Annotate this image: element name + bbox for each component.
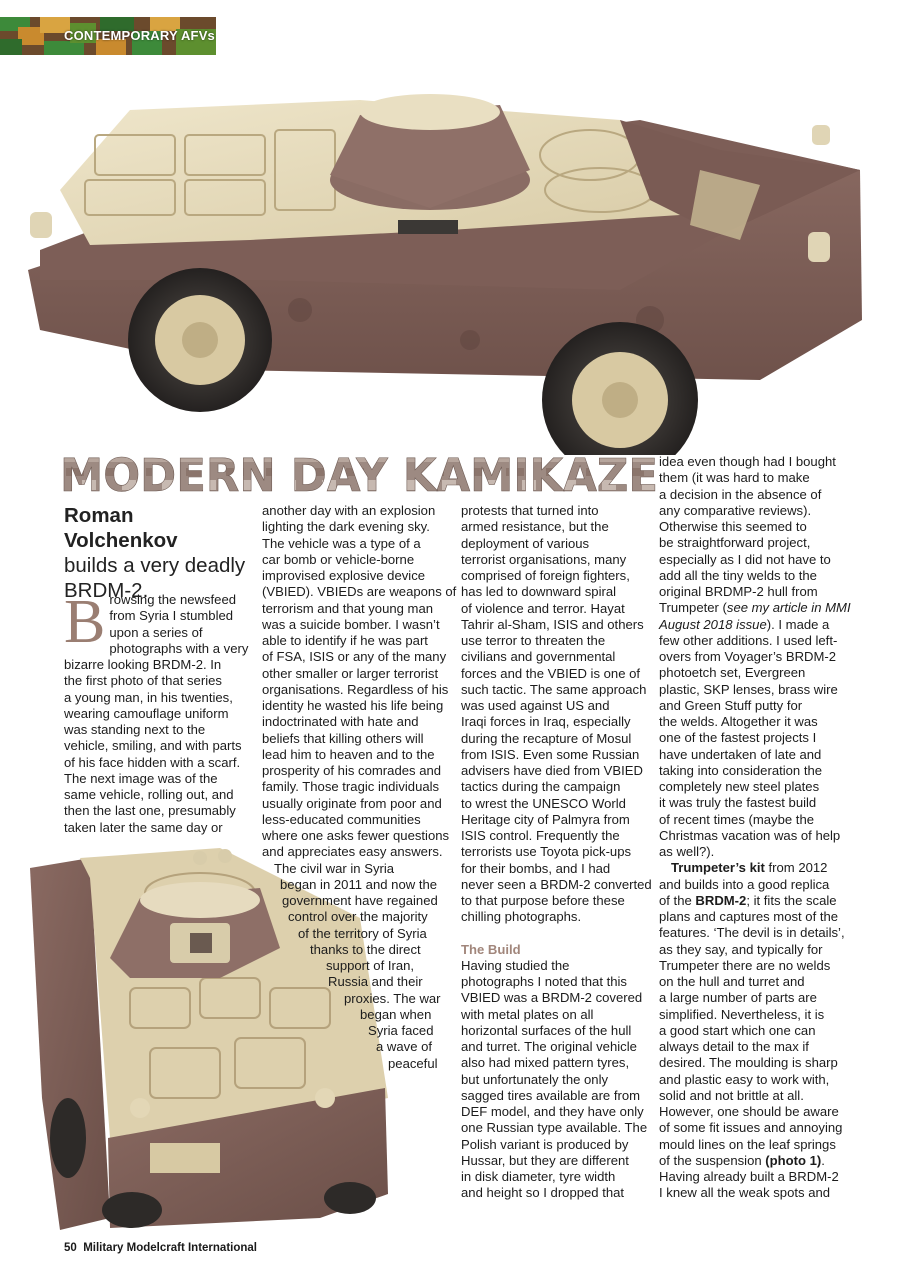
text-line: desired. The moulding is sharp (659, 1055, 838, 1071)
text-line: then the last one, presumably (64, 803, 236, 819)
text-line: them (it was hard to make (659, 470, 810, 486)
text-line: upon a series of (109, 624, 203, 640)
text-line: identity he wasted his life being (262, 698, 444, 713)
text-line: few other additions. I used left- (659, 632, 838, 648)
kit-line-2: and builds into a good replica (659, 876, 830, 892)
text-line: proxies. The war (344, 990, 441, 1006)
text-line: taken later the same day or (64, 819, 223, 835)
text-line: overs from Voyager’s BRDM-2 (659, 649, 837, 664)
text-line: where one asks fewer questions (262, 828, 450, 843)
column-4 (659, 454, 851, 1202)
after-ref-text: ). I made a (766, 616, 830, 632)
text-line: has led to downward spiral (461, 584, 617, 600)
photo-ref: (photo 1) (765, 1152, 822, 1168)
text-line: thanks to the direct (310, 941, 421, 957)
hero-photo (0, 40, 905, 455)
text-line: from Syria I stumbled (109, 608, 234, 624)
text-line: and appreciates easy answers. (262, 844, 443, 860)
text-line: control over the majority (288, 909, 428, 925)
text-line: to wrest the UNESCO World (461, 795, 626, 811)
text-line: the welds. Altogether it was (659, 714, 818, 729)
of-the: of the (659, 892, 696, 908)
text-line: Russia and their (328, 974, 423, 990)
text-line: peaceful (388, 1055, 438, 1071)
text-line: car bomb or vehicle-borne (262, 551, 415, 567)
text-line: of his face hidden with a scarf. (64, 754, 241, 770)
text-line: Syria faced (368, 1023, 434, 1038)
text-line: rowsing the newsfeed (109, 592, 237, 607)
text-line: add all the tiny welds to the (659, 567, 817, 583)
text-line: terrorism and that young man (262, 600, 434, 616)
text-line: always detail to the max if (659, 1039, 809, 1054)
brdm-rest: ; it fits the scale (746, 892, 837, 908)
text-line: Iraqi forces in Iraq, especially (461, 714, 631, 730)
text-line: to that purpose before these (461, 893, 625, 908)
text-line: indoctrinated with hate and (262, 714, 419, 730)
brdm-bold: BRDM-2 (695, 892, 747, 908)
text-line: terrorist organisations, many (461, 551, 627, 567)
byline-rest: builds a very deadly BRDM-2. (64, 554, 246, 602)
text-line: Heritage city of Palmyra from (461, 811, 630, 827)
text-line: for their bombs, and I had (461, 860, 611, 876)
text-line: and Green Stuff putty for (659, 697, 803, 713)
text-line: in disk diameter, tyre width (461, 1169, 616, 1184)
text-line: chilling photographs. (461, 909, 582, 925)
text-line: one of the fastest projects I (659, 730, 817, 746)
text-line: was a suicide bomber. I wasn’t (262, 616, 440, 632)
text-line: mould lines on the leaf springs (659, 1136, 836, 1152)
column-1 (64, 588, 249, 836)
text-line: Polish variant is produced by (461, 1136, 629, 1152)
headline-text: MODERN DAY KAMIKAZE (60, 449, 658, 498)
text-line: original BRDMP-2 hull from (659, 584, 818, 599)
text-line: it was truly the fastest build (659, 795, 817, 811)
text-line: The vehicle was a type of a (262, 535, 421, 551)
brdm-line (659, 893, 844, 909)
text-line: began in 2011 and now the (280, 876, 438, 892)
text-line: However, one should be aware (659, 1104, 839, 1119)
article-headline (60, 448, 660, 498)
text-line: horizontal surfaces of the hull (461, 1022, 632, 1038)
text-line: of recent times (maybe the (659, 811, 815, 827)
text-line: completely new steel plates (659, 779, 820, 794)
text-line: Otherwise this seemed to (659, 519, 807, 534)
text-line: forces and the VBIED is one of (461, 665, 641, 681)
column-3-text (461, 503, 652, 926)
text-line: with metal plates on all (461, 1006, 594, 1022)
text-line: government have regained (282, 893, 438, 908)
mmi-article-reference-2: August 2018 issue (659, 616, 767, 632)
text-line: less-educated communities (262, 811, 421, 827)
text-line: VBIED was a BRDM-2 covered (461, 990, 643, 1006)
trumpeter-kit: Trumpeter’s kit (671, 860, 765, 876)
text-line: civilians and governmental (461, 649, 616, 665)
text-line: a young man, in his twenties, (64, 689, 233, 705)
author-name: Roman Volchenkov (64, 504, 178, 552)
text-line: a large number of parts are (659, 990, 817, 1006)
kit-line (659, 860, 844, 876)
text-line: improvised explosive device (262, 568, 426, 583)
text-line: other smaller or larger terrorist (262, 665, 439, 681)
text-line: and plastic easy to work with, (659, 1071, 830, 1087)
drop-cap: B (64, 588, 106, 656)
text-line: and turret. The original vehicle (461, 1039, 637, 1054)
text-line: especially as I did not have to (659, 551, 831, 567)
text-line: sagged tires available are from (461, 1087, 641, 1103)
text-line: but unfortunately the only (461, 1071, 609, 1087)
text-line: Having already built a BRDM-2 (659, 1169, 839, 1184)
text-line: of some fit issues and annoying (659, 1120, 843, 1136)
text-line: Hussar, but they are different (461, 1152, 629, 1168)
text-line: deployment of various (461, 535, 590, 551)
text-line: I knew all the weak spots and (659, 1185, 831, 1201)
text-line: lighting the dark evening sky. (262, 519, 430, 535)
text-line: organisations. Regardless of his (262, 681, 449, 697)
text-line: protests that turned into (461, 503, 599, 518)
text-line: advisers have died from VBIED (461, 763, 643, 778)
text-line: taking into consideration the (659, 762, 823, 778)
text-line: of violence and terror. Hayat (461, 600, 625, 616)
text-line: The civil war in Syria (274, 860, 395, 876)
kit-rest: from 2012 (764, 860, 828, 876)
text-line: was used against US and (461, 698, 610, 713)
text-line: armed resistance, but the (461, 519, 609, 535)
text-line: such tactic. The same approach (461, 681, 647, 697)
text-line: of the territory of Syria (298, 925, 427, 941)
text-line: on the hull and turret and (659, 974, 805, 989)
text-line: comprised of foreign fighters, (461, 568, 630, 583)
text-line: Trumpeter (see my article in MMI (659, 600, 851, 616)
page-number: 50 (64, 1242, 77, 1254)
text-line: Tahrir al-Sham, ISIS and others (461, 616, 644, 632)
text-line: one Russian type available. The (461, 1120, 648, 1136)
text-line: prosperity of his comrades and (262, 763, 442, 778)
column-4-text-d (659, 1169, 844, 1202)
text-line: usually originate from poor and (262, 795, 442, 811)
column-4-text-b (659, 633, 844, 861)
text-line: during the recapture of Mosul (461, 730, 632, 746)
text-line: Christmas vacation was of help (659, 827, 841, 843)
text-line: began when (360, 1006, 432, 1022)
text-line: as they say, and typically for (659, 941, 823, 957)
column-4-text-a (659, 454, 851, 617)
text-line: another day with an explosion (262, 503, 436, 518)
text-line: from ISIS. Even some Russian (461, 746, 640, 762)
text-line: was standing next to the (64, 722, 206, 737)
text-line: never seen a BRDM-2 converted (461, 876, 652, 892)
text-line: a wave of (376, 1039, 433, 1055)
text-line: photographs with a very (109, 640, 249, 656)
text-line: features. ‘The devil is in details’, (659, 925, 845, 941)
text-line: photoetch set, Evergreen (659, 665, 806, 681)
text-line: also had mixed pattern tyres, (461, 1055, 630, 1071)
column-3 (461, 503, 652, 1202)
mmi-ref-line-2 (659, 617, 844, 633)
text-line: same vehicle, rolling out, and (64, 787, 234, 802)
text-line: plans and captures most of the (659, 909, 839, 924)
text-line: able to identify if he was part (262, 633, 428, 648)
text-line: of FSA, ISIS or any of the many (262, 649, 447, 665)
text-line: simplified. Nevertheless, it is (659, 1006, 825, 1022)
text-line: DEF model, and they have only (461, 1104, 644, 1119)
text-line: bizarre looking BRDM-2. In (64, 657, 222, 672)
column-4-text-c (659, 909, 844, 1169)
text-line: support of Iran, (326, 958, 415, 973)
text-line: be straightforward project, (659, 535, 811, 551)
subhead-the-build: The Build (461, 941, 521, 957)
text-line: (VBIED). VBIEDs are weapons of (262, 584, 457, 600)
text-line: vehicle, smiling, and with parts (64, 738, 242, 754)
column-2 (262, 503, 457, 1072)
column-2-text (262, 503, 457, 861)
mmi-ref-start: see my article in MMI (726, 600, 851, 616)
text-line: wearing camouflage uniform (64, 705, 229, 721)
text-line: Having studied the (461, 957, 570, 973)
column-2-wrap-text (262, 861, 447, 1072)
text-line: lead him to heaven and to the (262, 746, 435, 762)
text-line: ISIS control. Frequently the (461, 828, 620, 843)
text-line: Trumpeter there are no welds (659, 957, 831, 973)
text-line: use terror to threaten the (461, 633, 606, 648)
section-tag-label: CONTEMPORARY AFVs (64, 28, 215, 43)
text-line: and height so I dropped that (461, 1185, 625, 1201)
text-line: terrorists use Toyota pick-ups (461, 844, 632, 860)
text-line: a decision in the absence of (659, 486, 822, 502)
magazine-name: Military Modelcraft International (83, 1242, 257, 1254)
text-line: the first photo of that series (64, 673, 222, 689)
text-line: idea even though had I bought (659, 454, 836, 469)
text-line: solid and not brittle at all. (659, 1087, 804, 1103)
text-line: a good start which one can (659, 1022, 816, 1038)
page-folio (64, 1242, 257, 1254)
text-line: family. Those tragic individuals (262, 779, 440, 795)
text-line: any comparative reviews). (659, 502, 812, 518)
text-line: photographs I noted that this (461, 974, 627, 989)
text-line: as well?). (659, 844, 715, 859)
the-build-text (461, 958, 646, 1202)
text-line: beliefs that killing others will (262, 730, 424, 746)
text-line: of the suspension (photo 1). (659, 1152, 825, 1168)
text-line: The next image was of the (64, 770, 218, 786)
text-line: tactics during the campaign (461, 779, 621, 795)
text-line: plastic, SKP lenses, brass wire (659, 681, 838, 697)
text-line: have undertaken of late and (659, 746, 822, 762)
